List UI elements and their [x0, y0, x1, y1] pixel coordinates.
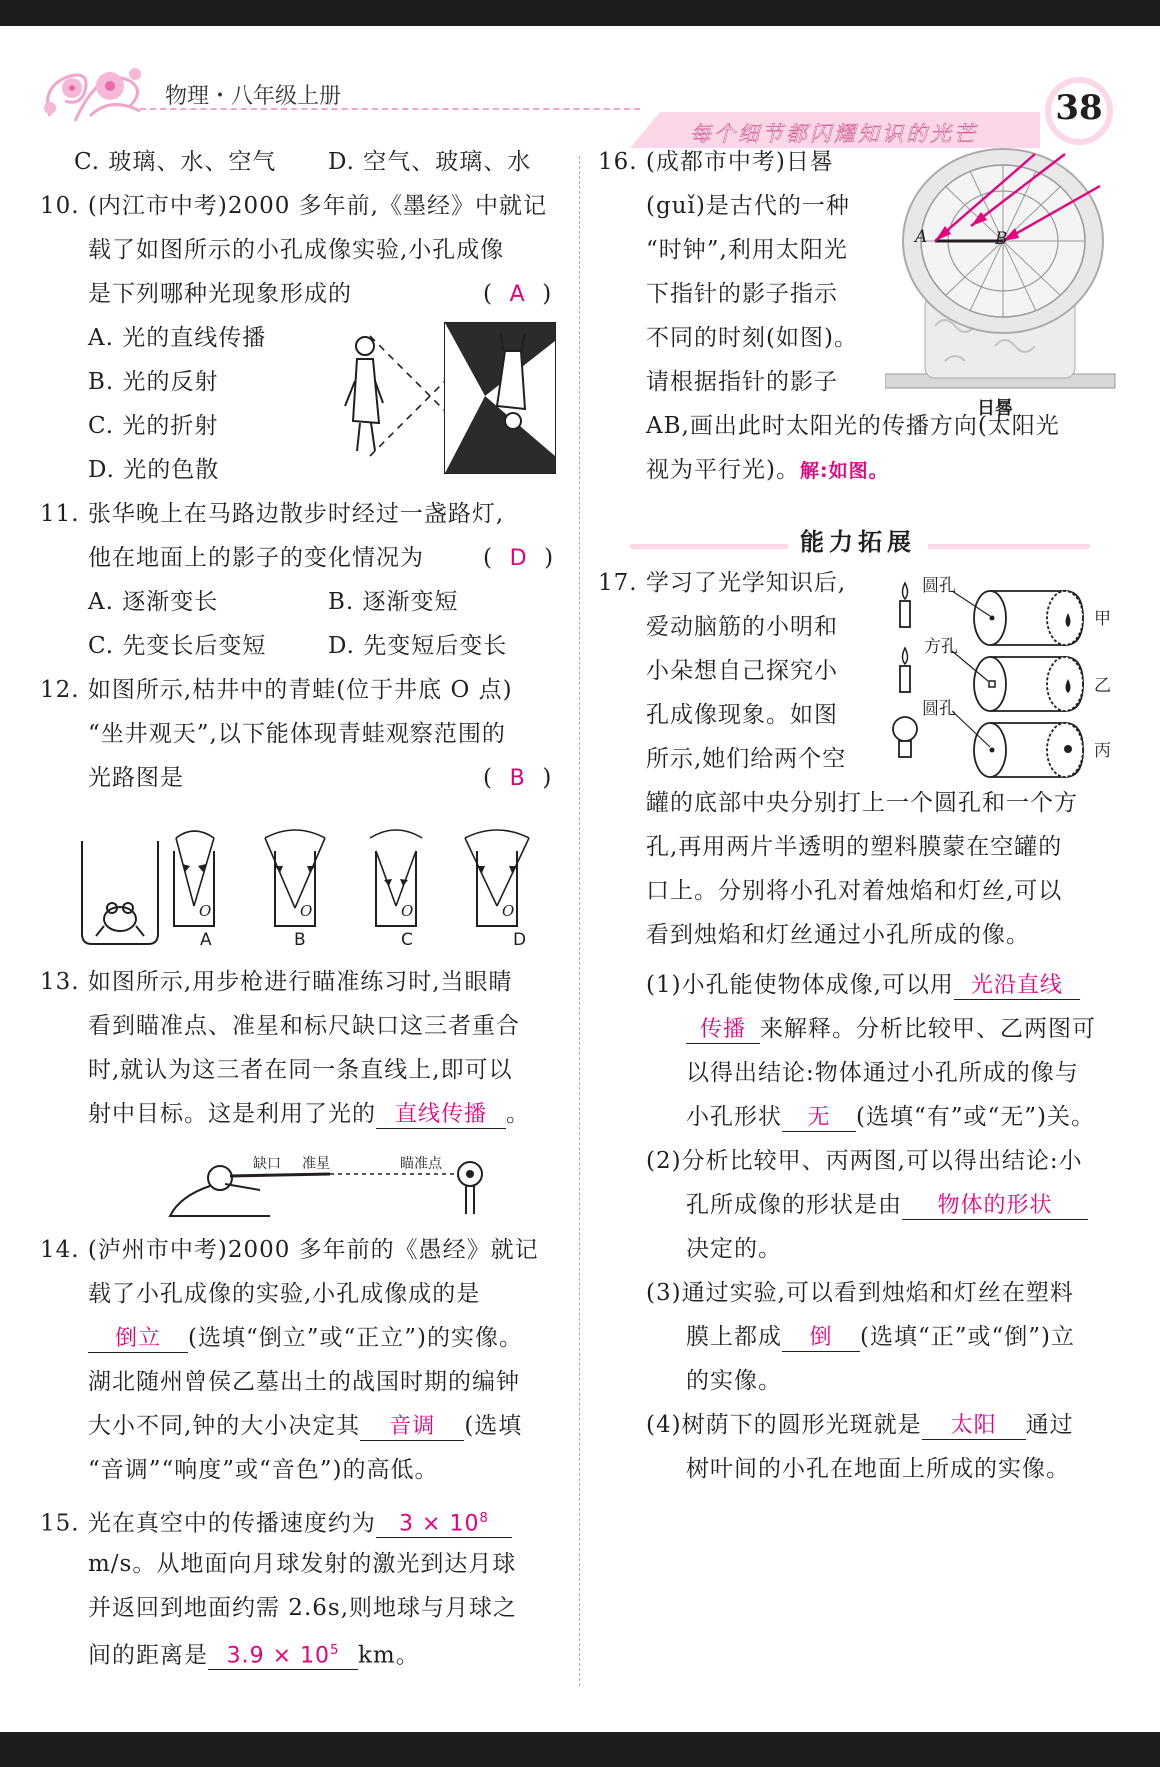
q12-line2: “坐井观天”,以下能体现青蛙观察范围的: [88, 721, 506, 747]
q17p3-line3: 的实像。: [686, 1368, 782, 1394]
section-title: 能力拓展: [788, 522, 928, 557]
q13-answer: 直线传播: [376, 1102, 506, 1129]
q16-line4: 下指针的影子指示: [646, 281, 838, 307]
well-label-b: B: [294, 930, 306, 950]
well-label-a: A: [200, 930, 212, 950]
q17p1-after4: (选填“有”或“无”)关。: [856, 1104, 1095, 1130]
q14-line4: 湖北随州曾侯乙墓出土的战国时期的编钟: [88, 1369, 520, 1395]
q17p4-prefix: (4)树荫下的圆形光斑就是: [646, 1412, 922, 1438]
cans-name-bing: 丙: [1094, 741, 1111, 761]
q16-line8: [646, 456, 889, 485]
q17p1-line1: [646, 971, 1080, 1000]
q11-answer-value: D: [509, 546, 528, 571]
cans-label-round1: 圆孔: [922, 576, 956, 596]
sundial-point-a: A: [915, 227, 928, 247]
q17p2-answer: 物体的形状: [902, 1193, 1088, 1220]
q13-line4: [88, 1100, 530, 1129]
q17-line7: 孔,再用两片半透明的塑料膜蒙在空罐的: [646, 834, 1063, 860]
q14-answer1: 倒立: [88, 1326, 188, 1353]
q17p2-line1: (2)分析比较甲、丙两图,可以得出结论:小: [646, 1148, 1083, 1174]
q12-line3: 光路图是: [88, 765, 184, 791]
q14-prefix2: 大小不同,钟的大小决定其: [88, 1413, 361, 1439]
well-point-o-b: O: [300, 902, 313, 920]
q17p4-line1: [646, 1411, 1074, 1440]
q9-option-c: C. 玻璃、水、空气: [74, 149, 277, 175]
sundial-caption: 日晷: [977, 398, 1013, 419]
q15-line3: 并返回到地面约需 2.6s,则地球与月球之: [88, 1595, 518, 1621]
sundial-point-b: B: [995, 229, 1008, 249]
q15-answer1: [376, 1506, 512, 1538]
q13-line3: 时,就认为这三者在同一条直线上,即可以: [88, 1057, 513, 1083]
slogan-text: 每个细节都闪耀知识的光芒: [690, 122, 978, 146]
q15-answer2-base: 3.9 × 10: [226, 1643, 331, 1669]
q17-line2: 爱动脑筋的小明和: [646, 614, 838, 640]
q10-answer: ( A ): [483, 281, 553, 307]
well-figure: [70, 826, 570, 956]
q10-line2: 载了如图所示的小孔成像实验,小孔成像: [88, 237, 505, 263]
q11-option-d: D. 先变短后变长: [328, 633, 508, 659]
q17p1-prefix: (1)小孔能使物体成像,可以用: [646, 972, 954, 998]
pinhole-figure: [335, 311, 560, 481]
q17p3-line2: [686, 1323, 1075, 1352]
q17p1-line4: [686, 1103, 1095, 1132]
q10-option-d: D. 光的色散: [88, 457, 220, 483]
q14-line5: [88, 1412, 522, 1441]
q15-prefix4: 间的距离是: [88, 1642, 208, 1669]
page: [0, 26, 1160, 1732]
q15-answer2-exp: 5: [330, 1643, 340, 1658]
q11-line1: 11. 张华晚上在马路边散步时经过一盏路灯,: [40, 501, 505, 527]
rifle-label-target: 瞄准点: [400, 1156, 442, 1172]
q17p4-after: 通过: [1025, 1412, 1074, 1438]
book-title: 物理・八年级上册: [165, 84, 342, 109]
well-label-c: C: [401, 930, 413, 950]
q11-option-a: A. 逐渐变长: [88, 589, 219, 615]
q16-line2: (guǐ)是古代的一种: [646, 193, 850, 219]
q17p2-prefix: 孔所成像的形状是由: [686, 1192, 902, 1218]
q17-line4: 孔成像现象。如图: [646, 702, 838, 728]
q11-answer: ( D ): [483, 545, 555, 571]
q15-answer1-base: 3 × 10: [399, 1511, 480, 1537]
q13-line1: 13. 如图所示,用步枪进行瞄准练习时,当眼睛: [40, 969, 513, 995]
cans-label-square: 方孔: [924, 637, 958, 657]
q14-after2: (选填: [464, 1413, 523, 1439]
header-divider: [140, 108, 640, 110]
q15-line4: [88, 1638, 420, 1670]
q13-prefix: 射中目标。这是利用了光的: [88, 1101, 376, 1127]
q16-line3: “时钟”,利用太阳光: [646, 237, 848, 263]
cans-figure: [890, 571, 1120, 781]
q14-line2: 载了小孔成像的实验,小孔成像成的是: [88, 1281, 481, 1307]
cans-name-jia: 甲: [1094, 609, 1111, 629]
q10-option-b: B. 光的反射: [88, 369, 219, 395]
q15-answer2: [208, 1638, 358, 1670]
q15-answer1-exp: 8: [479, 1511, 489, 1526]
rifle-figure: [160, 1146, 500, 1221]
q10-line3: 是下列哪种光现象形成的: [88, 281, 352, 307]
q17p1-prefix4: 小孔形状: [686, 1104, 782, 1130]
well-point-o-c: O: [401, 902, 414, 920]
q17p1-line2: [686, 1015, 1096, 1044]
q17p1-answer-a: 光沿直线: [954, 973, 1080, 1000]
rifle-label-notch: 缺口: [253, 1156, 281, 1172]
q11-line2: 他在地面上的影子的变化情况为: [88, 545, 424, 571]
floral-ornament-icon: [30, 46, 160, 136]
well-point-o-a: O: [199, 902, 212, 920]
q17-line6: 罐的底部中央分别打上一个圆孔和一个方: [646, 790, 1078, 816]
q14-answer2: 音调: [360, 1414, 464, 1441]
q17p3-answer: 倒: [782, 1325, 860, 1352]
q16-answer: 解:如图。: [799, 460, 889, 482]
q17p4-line2: 树叶间的小孔在地面上所成的实像。: [686, 1456, 1070, 1482]
q11-option-c: C. 先变长后变短: [88, 633, 267, 659]
q17-line1: 17. 学习了光学知识后,: [598, 570, 847, 596]
q10-option-c: C. 光的折射: [88, 413, 219, 439]
cans-label-round2: 圆孔: [922, 699, 956, 719]
q16-line1: 16. (成都市中考)日晷: [598, 149, 834, 175]
q14-line6: “音调”“响度”或“音色”)的高低。: [88, 1457, 439, 1483]
q15-line1: [40, 1506, 512, 1538]
well-point-o-d: O: [502, 902, 515, 920]
q17p1-after: 来解释。分析比较甲、乙两图可: [760, 1016, 1096, 1042]
q16-line6: 请根据指针的影子: [646, 369, 838, 395]
q17p1-answer-b: 传播: [686, 1017, 760, 1044]
q17-line9: 看到烛焰和灯丝通过小孔所成的像。: [646, 922, 1030, 948]
q15-prefix: 15. 光在真空中的传播速度约为: [40, 1510, 376, 1537]
q13-line2: 看到瞄准点、准星和标尺缺口这三者重合: [88, 1013, 520, 1039]
q16-line8-text: 视为平行光)。: [646, 457, 800, 483]
q16-line5: 不同的时刻(如图)。: [646, 325, 858, 351]
q12-line1: 12. 如图所示,枯井中的青蛙(位于井底 O 点): [40, 677, 513, 703]
q11-option-b: B. 逐渐变短: [328, 589, 459, 615]
cans-name-yi: 乙: [1094, 676, 1111, 696]
q17-line3: 小朵想自己探究小: [646, 658, 838, 684]
q17p3-prefix: 膜上都成: [686, 1324, 782, 1350]
q17p1-line3: 以得出结论:物体通过小孔所成的像与: [686, 1060, 1079, 1086]
q17p2-line3: 决定的。: [686, 1236, 782, 1262]
q12-answer: ( B ): [483, 765, 553, 791]
q17p3-after: (选填“正”或“倒”)立: [860, 1324, 1075, 1350]
q17p3-line1: (3)通过实验,可以看到烛焰和灯丝在塑料: [646, 1280, 1074, 1306]
q13-suffix: 。: [506, 1101, 530, 1127]
page-number: 38: [1055, 88, 1103, 128]
q12-answer-value: B: [509, 766, 526, 791]
sundial-figure: [885, 146, 1120, 391]
q10-line1: 10. (内江市中考)2000 多年前,《墨经》中就记: [40, 193, 547, 219]
q17p4-answer: 太阳: [922, 1413, 1026, 1440]
column-divider: [579, 156, 580, 1686]
q10-option-a: A. 光的直线传播: [88, 325, 267, 351]
q14-line3: [88, 1324, 523, 1353]
q15-unit: km。: [358, 1642, 420, 1669]
q14-line1: 14. (泸州市中考)2000 多年前的《愚经》就记: [40, 1237, 539, 1263]
q17p2-line2: [686, 1191, 1088, 1220]
q17-line8: 口上。分别将小孔对着烛焰和灯丝,可以: [646, 878, 1063, 904]
q10-answer-value: A: [509, 282, 526, 307]
q17-line5: 所示,她们给两个空: [646, 746, 847, 772]
q15-line2: m/s。从地面向月球发射的激光到达月球: [88, 1551, 517, 1577]
q9-option-d: D. 空气、玻璃、水: [328, 149, 532, 175]
q16-line7: AB,画出此时太阳光的传播方向(太阳光: [646, 413, 1060, 439]
q14-after1: (选填“倒立”或“正立”)的实像。: [188, 1325, 523, 1351]
q17p1-answer2: 无: [782, 1105, 856, 1132]
rifle-label-sight: 准星: [302, 1156, 330, 1172]
well-label-d: D: [513, 930, 527, 950]
